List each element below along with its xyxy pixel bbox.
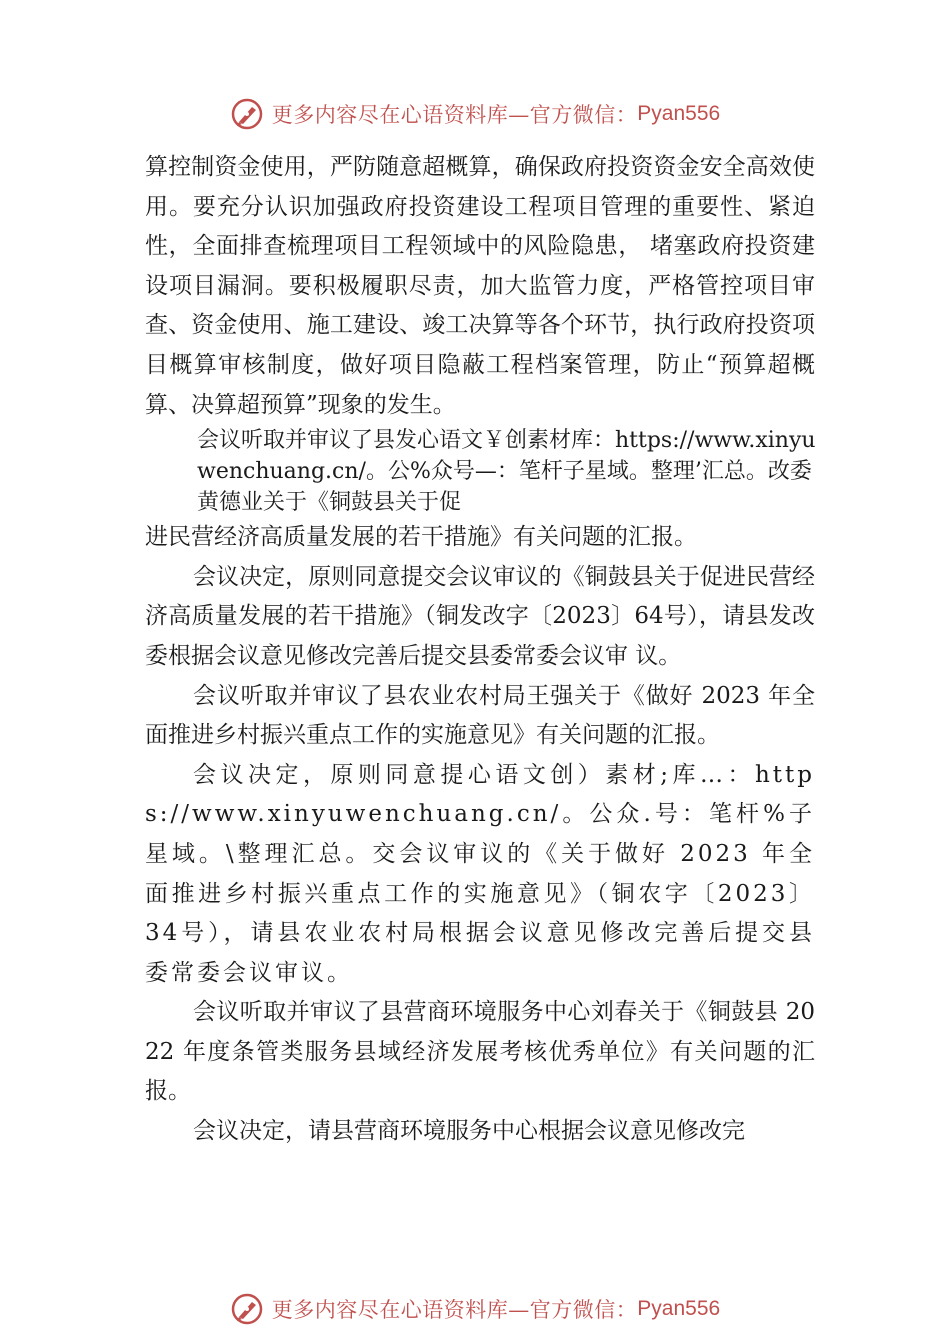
paragraph-4: 会议决定，原则同意提交会议审议的《铜鼓县关于促进民营经济高质量发展的若干措施》（铜发改字〔2023〕64号），请县发改委根据会议意见修改完善后提交县委常委会议审 议。: [145, 563, 815, 669]
paragraph-7: 会议听取并审议了县营商环境服务中心刘春关于《铜鼓县 2022 年度条管类服务县域经济发展考核优秀单位》有关问题的汇报。: [145, 999, 815, 1105]
paragraph-3: 进民营经济高质量发展的若干措施》有关问题的汇报。: [145, 524, 697, 551]
footer-banner-text: 更多内容尽在心语资料库—官方微信：: [271, 1298, 638, 1322]
document-body: [145, 148, 815, 1152]
footer-banner-handle: Pyan556: [637, 1297, 721, 1320]
paragraph-2: 会议听取并审议了县发心语文￥创素材库：https://www.xinyuwenchuang.cn/。公%众号—：笔杆子星域。整理’汇总。改委黄德业关于《铜鼓县关于促: [197, 428, 816, 516]
fountain-pen-logo-icon: [230, 1292, 264, 1326]
paragraph-8: 会议决定，请县营商环境服务中心根据会议意见修改完: [193, 1118, 745, 1145]
header-banner-handle: Pyan556: [637, 102, 721, 125]
header-banner-text: 更多内容尽在心语资料库—官方微信：: [271, 103, 638, 127]
paragraph-5: 会议听取并审议了县农业农村局王强关于《做好 2023 年全面推进乡村振兴重点工作的实施意见》有关问题的汇报。: [145, 682, 815, 749]
paragraph-6: 会议决定，原则同意提心语文创）素材;库…：https://www.xinyuwenchuang.cn/。公众.号：笔杆%子星域。\整理汇总。交会议审议的《关于做好 2023 年全面推进乡村振兴重点工作的实施意见》（铜农字〔2023〕34号），请县农业农村局根据会议意见修改完善后提交县委常委会议审议。: [145, 761, 815, 986]
footer-banner: [0, 1289, 950, 1329]
header-banner: [0, 94, 950, 134]
fountain-pen-logo-icon: [230, 97, 264, 131]
paragraph-1: 算控制资金使用，严防随意超概算，确保政府投资资金安全高效使用。要充分认识加强政府投资建设工程项目管理的重要性、紧迫性，全面排查梳理项目工程领域中的风险隐患， 堵塞政府投资建设项目漏洞。要积极履职尽责，加大监管力度，严格管控项目审查、资金使用、施工建设、竣工决算等各个环节，执行政府投资项目概算审核制度，做好项目隐蔽工程档案管理，防止“预算超概算、决算超预算”现象的发生。: [145, 154, 815, 418]
